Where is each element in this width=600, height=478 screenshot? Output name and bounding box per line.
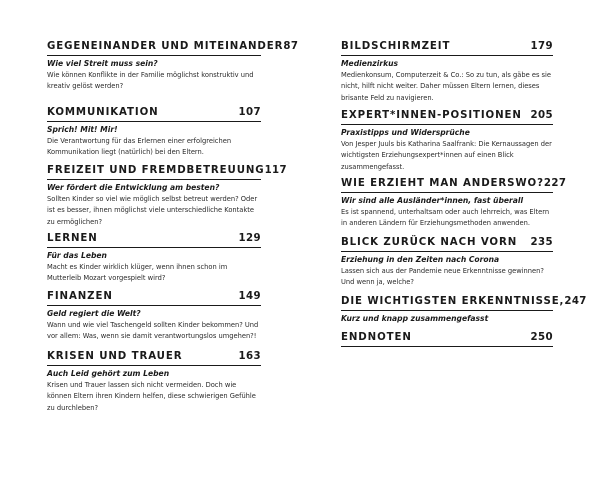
- toc-entry-heading: [341, 109, 553, 125]
- toc-entry-subtitle: Wie viel Streit muss sein?: [47, 59, 158, 68]
- toc-entry-page: 235: [530, 237, 553, 248]
- toc-entry[interactable]: [341, 331, 553, 347]
- toc-entry-heading: [47, 290, 261, 306]
- toc-entry-heading: [341, 331, 553, 347]
- toc-entry-page: 227: [543, 178, 567, 189]
- toc-entry-description: Macht es Kinder wirklich klüger, wenn ihnen schon im Mutterleib Mozart vorgespielt wird?: [47, 263, 228, 283]
- toc-entry-title: FINANZEN: [47, 291, 113, 302]
- toc-entry-description: Es ist spannend, unterhaltsam oder auch lehrreich, was Eltern in anderen Ländern für Erziehungsmethoden anwenden.: [341, 208, 550, 228]
- toc-entry[interactable]: [341, 177, 567, 236]
- toc-entry-heading: [341, 177, 567, 193]
- toc-entry-description: Lassen sich aus der Pandemie neue Erkenntnisse gewinnen? Und wenn ja, welche?: [341, 267, 544, 287]
- toc-entry-title: LERNEN: [47, 233, 98, 244]
- toc-entry-title: KOMMUNIKATION: [47, 107, 159, 118]
- toc-entry[interactable]: [341, 109, 553, 177]
- toc-entry-subtitle: Wir sind alle Ausländer*innen, fast überall: [341, 196, 524, 205]
- toc-entry-page: 205: [530, 110, 553, 121]
- toc-entry-heading: [47, 350, 261, 366]
- toc-entry-description: Wann und wie viel Taschengeld sollten Kinder bekommen? Und vor allem: Was, wenn sie damit verantwortungslos umgehen?!: [47, 321, 259, 341]
- toc-entry-title: ENDNOTEN: [341, 332, 412, 343]
- toc-entry-description: Die Verantwortung für das Erlernen einer erfolgreichen Kommunikation liegt (natürlich) bei den Eltern.: [47, 137, 232, 157]
- toc-entry-page: 87: [283, 41, 299, 52]
- toc-entry-title: EXPERT*INNEN-POSITIONEN: [341, 110, 522, 121]
- toc-entry-subtitle: Für das Leben: [47, 251, 107, 260]
- toc-entry[interactable]: [341, 236, 553, 295]
- toc-entry-description: Medienkonsum, Computerzeit & Co.: So zu tun, als gäbe es sie nicht, hilft nicht weiter. Daher müssen Eltern lernen, dieses brisante Feld zu navigieren.: [341, 71, 552, 102]
- toc-entry[interactable]: [47, 350, 261, 414]
- toc-entry-page: 149: [238, 291, 261, 302]
- toc-right-column: [341, 40, 587, 347]
- toc-entry[interactable]: [47, 164, 288, 232]
- toc-entry-page: 117: [264, 165, 288, 176]
- toc-entry-subtitle: Sprich! Mit! Mir!: [47, 125, 118, 134]
- toc-entry-subtitle: Wer fördert die Entwicklung am besten?: [47, 183, 220, 192]
- toc-entry-subtitle: Medienzirkus: [341, 59, 399, 68]
- toc-left-column: [47, 40, 299, 414]
- toc-entry-title: BILDSCHIRMZEIT: [341, 41, 451, 52]
- toc-entry-title: FREIZEIT UND FREMDBETREUUNG: [47, 165, 265, 176]
- toc-entry-page: 247: [564, 296, 587, 307]
- toc-entry[interactable]: [47, 106, 261, 164]
- toc-entry-heading: [47, 40, 299, 56]
- toc-entry-description: Sollten Kinder so viel wie möglich selbst betreut werden? Oder ist es besser, ihnen möglichst viele unterschiedliche Kontakte zu ermöglichen?: [47, 195, 258, 226]
- toc-entry[interactable]: [341, 40, 553, 109]
- toc-entry-page: 107: [238, 107, 261, 118]
- toc-entry-subtitle: Praxistipps und Widersprüche: [341, 128, 470, 137]
- toc-entry-title: GEGENEINANDER UND MITEINANDER: [47, 41, 284, 52]
- toc-entry-title: KRISEN UND TRAUER: [47, 351, 183, 362]
- toc-entry[interactable]: [341, 295, 587, 331]
- toc-entry-subtitle: Geld regiert die Welt?: [47, 309, 141, 318]
- toc-entry-page: 179: [530, 41, 553, 52]
- toc-entry-description: Wie können Konflikte in der Familie möglichst konstruktiv und kreativ gelöst werden?: [47, 71, 254, 91]
- toc-entry-heading: [341, 236, 553, 252]
- toc-entry-description: Von Jesper Juuls bis Katharina Saalfrank: Die Kernaussagen der wichtigsten Erziehungsexpert*innen auf einen Blick zusammengefasst.: [341, 140, 552, 171]
- toc-entry-page: 129: [238, 233, 261, 244]
- toc-entry-subtitle: Erziehung in den Zeiten nach Corona: [341, 255, 500, 264]
- toc-entry[interactable]: [47, 40, 299, 106]
- toc-entry-title: WIE ERZIEHT MAN ANDERSWO?: [341, 178, 544, 189]
- toc-entry[interactable]: [47, 232, 261, 290]
- toc-entry-subtitle: Kurz und knapp zusammengefasst: [341, 314, 489, 323]
- toc-entry-subtitle: Auch Leid gehört zum Leben: [47, 369, 170, 378]
- toc-entry-title: DIE WICHTIGSTEN ERKENNTNISSE,: [341, 296, 565, 307]
- toc-entry-heading: [47, 232, 261, 248]
- toc-entry-page: 163: [238, 351, 261, 362]
- toc-entry[interactable]: [47, 290, 261, 350]
- toc-entry-heading: [47, 164, 288, 180]
- toc-entry-page: 250: [530, 332, 553, 343]
- toc-entry-heading: [47, 106, 261, 122]
- toc-entry-heading: [341, 40, 553, 56]
- toc-entry-heading: [341, 295, 587, 311]
- toc-entry-title: BLICK ZURÜCK NACH VORN: [341, 237, 518, 248]
- toc-entry-description: Krisen und Trauer lassen sich nicht vermeiden. Doch wie können Eltern ihren Kindern helfen, diese schwierigen Gefühle zu durchleben?: [47, 381, 256, 412]
